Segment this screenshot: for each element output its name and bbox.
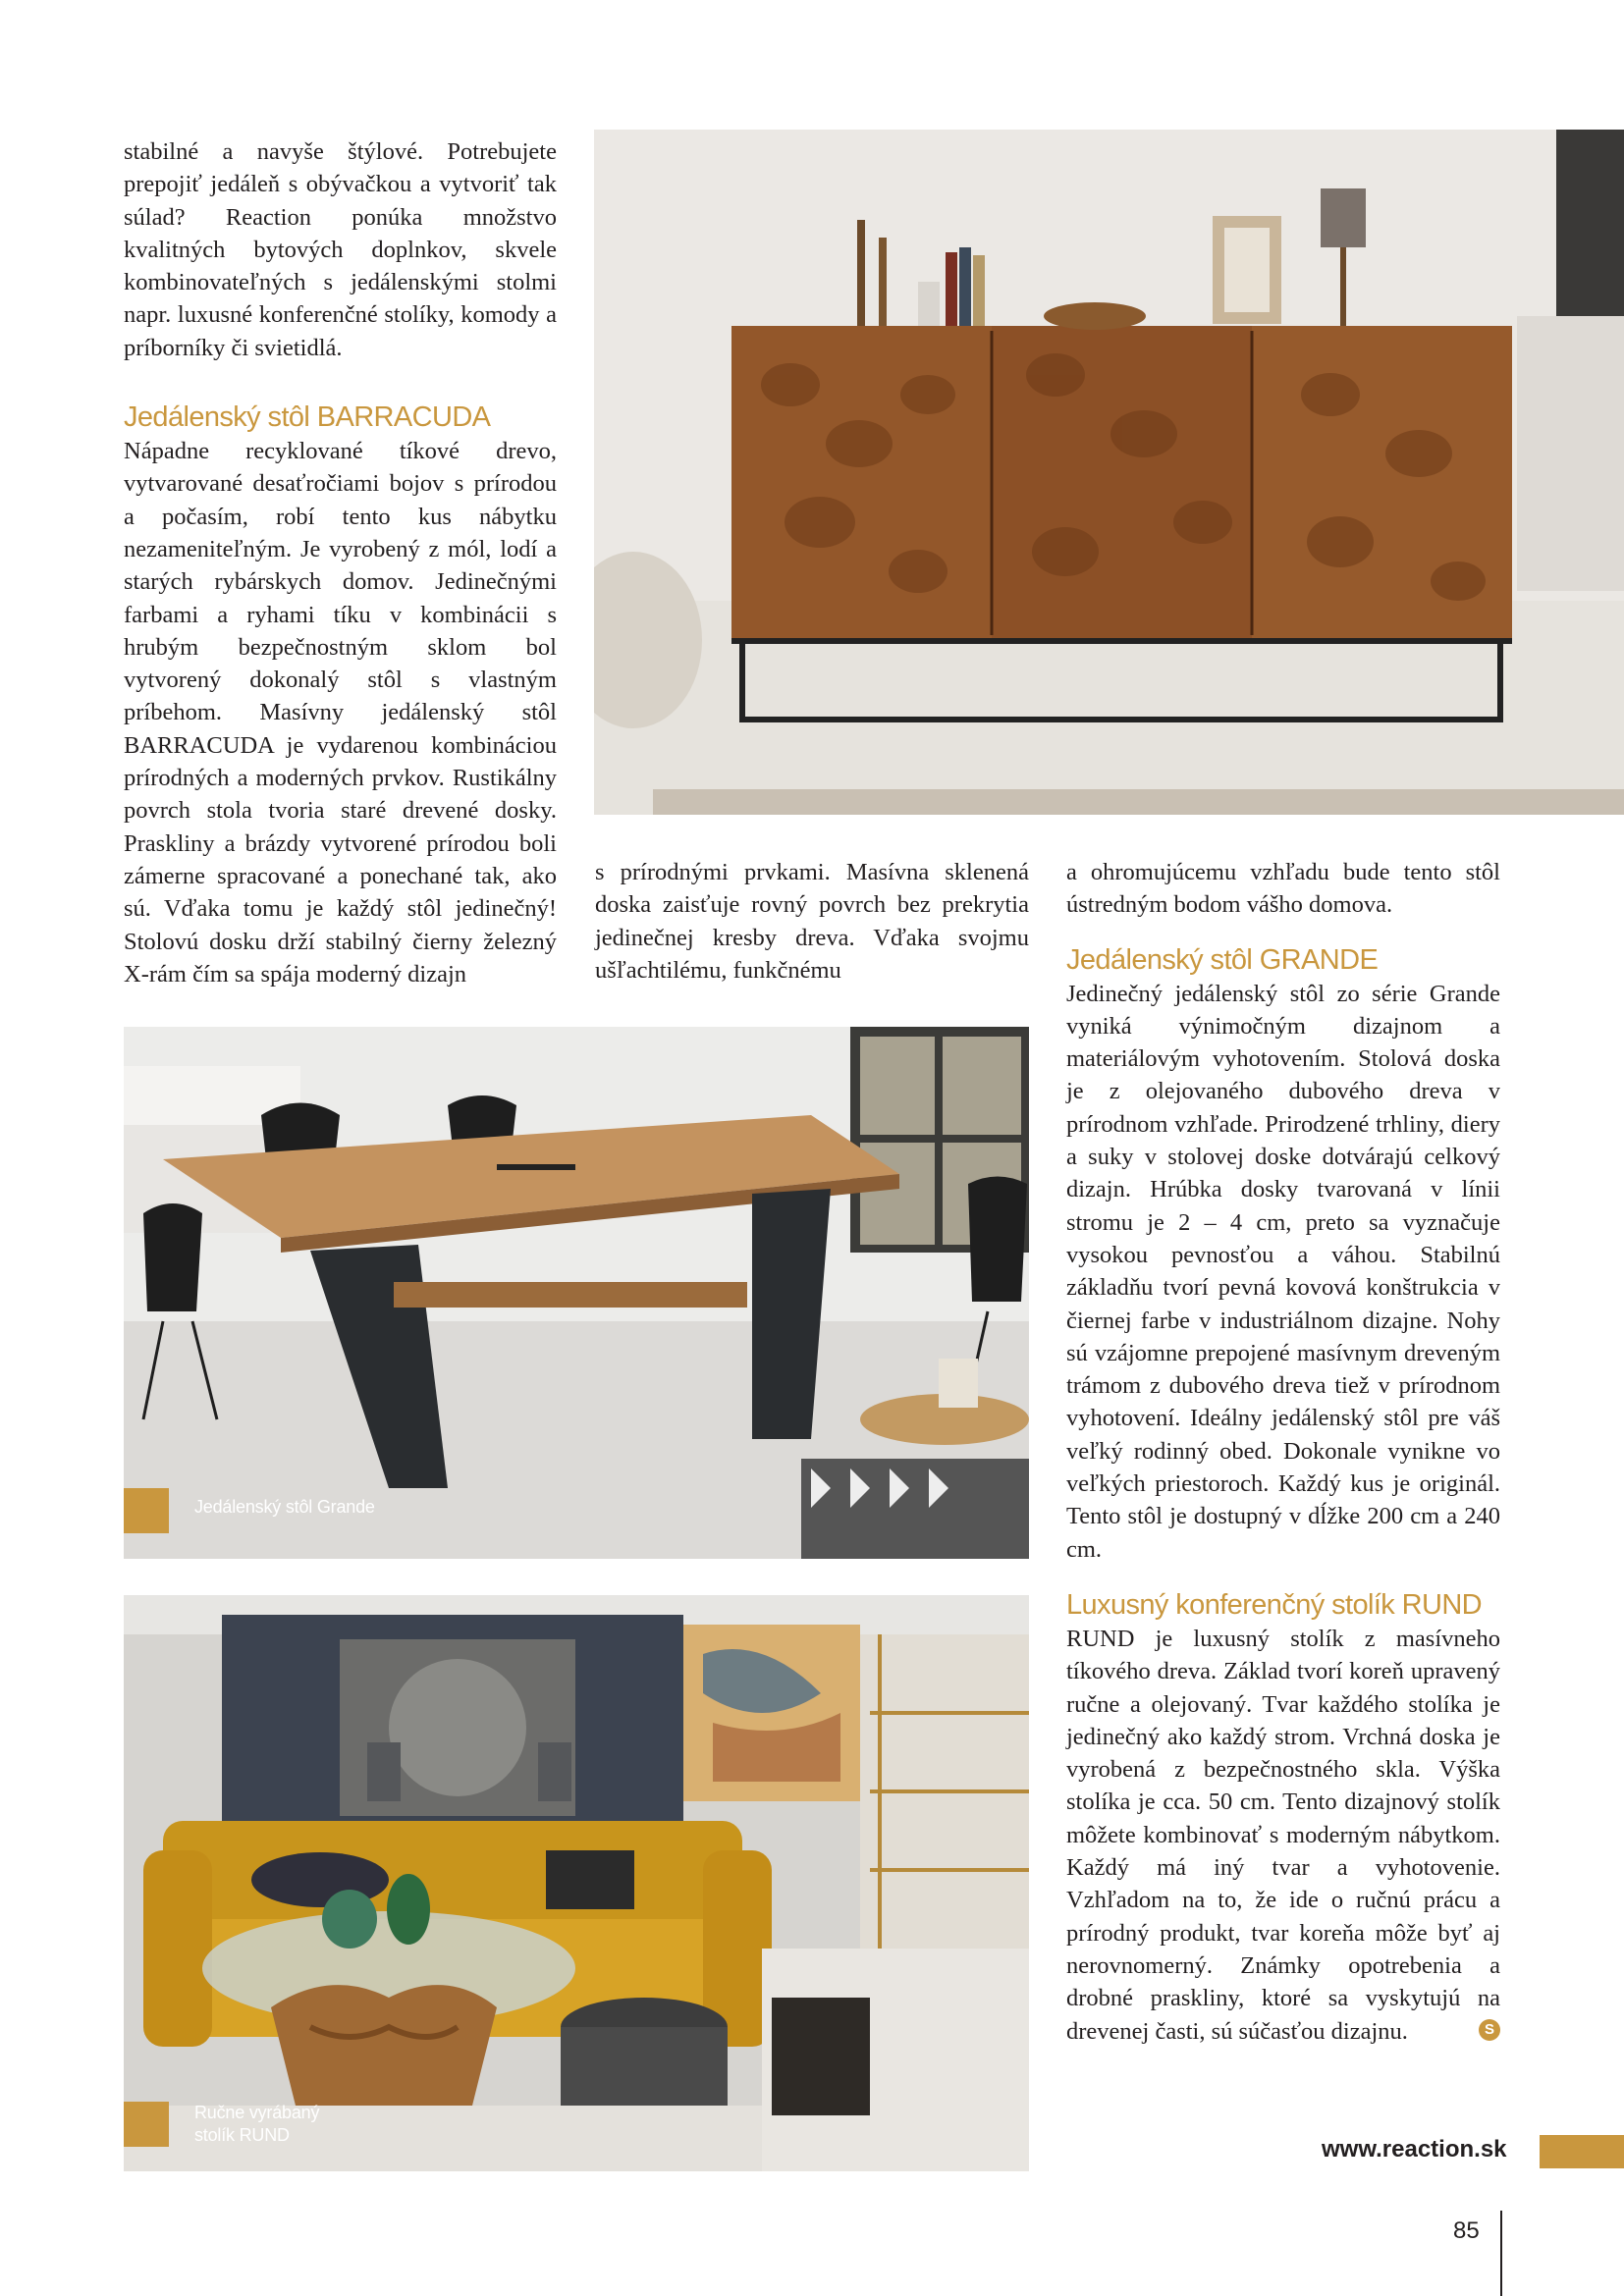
rund-paragraph-text: RUND je luxusný stolík z masívneho tíkového dreva. Základ tvorí koreň upravený ručne a olejovaný. Tvar každého stolíka je jedinečný ako každý strom. Vrchná doska je vyrobená z bezpečnostného skla. Výška stolíka je cca. 50 cm. Tento dizajnový stolík môžete kombinovať s moderným nábytkom. Každý má iný tvar a vyhotovenie. Vzhľadom na to, že ide o ručnú prácu a prírodný produkt, tvar koreňa môže byť aj nerovnomerný. Známky opotrebenia a drobné praskliny, ktoré sa vyskytujú na drevenej časti, sú súčasťou dizajnu. xyxy=(1066,1625,1500,2045)
rund-heading: Luxusný konferenčný stolík RUND xyxy=(1066,1588,1483,1621)
website-url: www.reaction.sk xyxy=(1322,2136,1507,2163)
grande-caption-marker xyxy=(124,1488,169,1533)
rund-caption-line1: Ručne vyrábaný xyxy=(194,2103,320,2122)
rund-table-photo xyxy=(124,1595,1029,2171)
column-right xyxy=(1066,856,1500,2048)
barracuda-heading: Jedálenský stôl BARRACUDA xyxy=(124,401,491,434)
rund-caption-line2: stolík RUND xyxy=(194,2125,290,2145)
footer-accent-bar xyxy=(1540,2135,1624,2168)
rund-caption xyxy=(194,2102,319,2147)
right-continued-paragraph: a ohromujúcemu vzhľadu bude tento stôl ústredným bodom vášho domova. xyxy=(1066,859,1500,919)
middle-paragraph: s prírodnými prvkami. Masívna sklenená doska zaisťuje rovný povrch bez prekrytia jedinečnej kresby dreva. Vďaka svojmu ušľachtilému, funkčnému xyxy=(595,859,1029,984)
end-mark-icon: S xyxy=(1479,2019,1500,2041)
intro-paragraph: stabilné a navyše štýlové. Potrebujete prepojiť jedáleň s obývačkou a vytvoriť tak súlad? Reaction ponúka množstvo kvalitných bytových doplnkov, skvele kombinovateľných s jedálenskými stolmi napr. luxusné konferenčné stolíky, komody a príborníky či svietidlá. xyxy=(124,138,557,361)
rund-caption-marker xyxy=(124,2102,169,2147)
barracuda-paragraph: Nápadne recyklované tíkové drevo, vytvarované desaťročiami bojov s prírodou a počasím, robí tento kus nábytku nezameniteľným. Je vyrobený z mól, lodí a starých rybárskych domov. Jedinečnými farbami a ryhami tíku v kombinácii s hrubým bezpečnostným sklom bol vytvorený dokonalý stôl s vlastným príbehom. Masívny jedálenský stôl BARRACUDA je vydarenou kombináciou prírodných a moderných prvkov. Rustikálny povrch stola tvoria staré drevené dosky. Praskliny a brázdy vytvorené prírodou boli zámerne spracované a ponechané tak, ako sú. Vďaka tomu je každý stôl jedinečný! Stolovú dosku drží stabilný čierny železný X-rám čím sa spája moderný dizajn xyxy=(124,438,557,988)
column-left xyxy=(124,135,557,990)
rund-paragraph xyxy=(1066,1623,1500,2048)
column-middle xyxy=(595,856,1029,987)
grande-paragraph: Jedinečný jedálenský stôl zo série Grande vyniká výnimočným dizajnom a materiálovým vyhotovením. Stolová doska je z olejovaného dubového dreva v prírodnom vzhľade. Prirodzené trhliny, diery a suky v stolovej doske dotvárajú celkový dizajn. Hrúbka dosky tvarovaná v línii stromu je 2 – 4 cm, preto sa vyznačuje vysokou pevnosťou a váhou. Stabilnú základňu tvorí pevná kovová konštrukcia v čiernej farbe v industriálnom dizajne. Nohy sú vzájomne prepojené masívnym dreveným trámom z dubového dreva tiež v prírodnom vyhotovení. Ideálny jedálenský stôl pre váš veľký rodinný obed. Dokonale vynikne vo veľkých priestoroch. Každý kus je originál. Tento stôl je dostupný v dĺžke 200 cm a 240 cm. xyxy=(1066,980,1500,1563)
grande-heading: Jedálenský stôl GRANDE xyxy=(1066,943,1379,976)
sideboard-photo xyxy=(594,130,1624,815)
page-number: 85 xyxy=(1453,2217,1480,2244)
grande-table-photo xyxy=(124,1027,1029,1559)
page-number-divider xyxy=(1500,2211,1502,2296)
grande-caption: Jedálenský stôl Grande xyxy=(194,1497,375,1517)
